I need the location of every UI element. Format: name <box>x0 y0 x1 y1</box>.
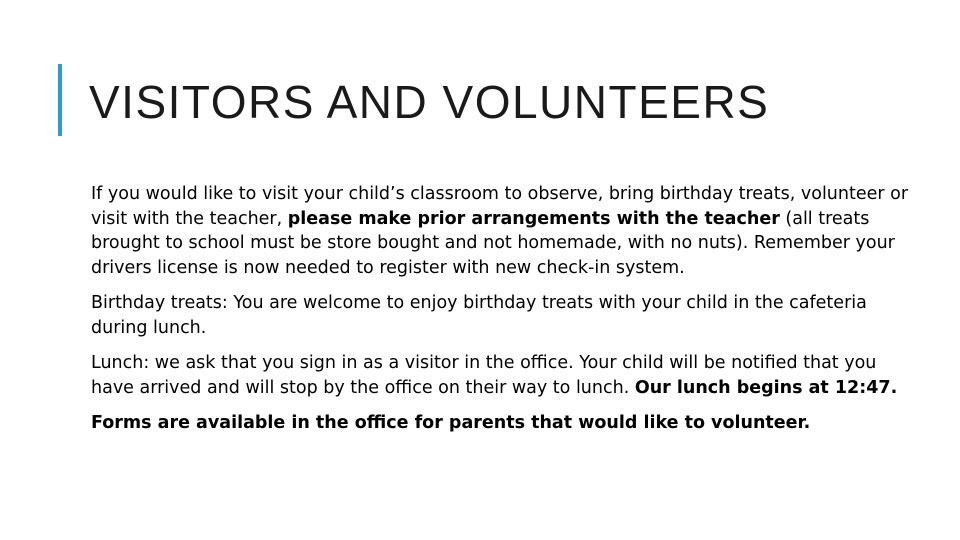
visit-policy-text: If you would like to visit your child’s classroom to observe, bring birthday treats, volunteer or visit with the teacher, <box>91 184 909 229</box>
paragraph-birthday-treats <box>91 291 911 340</box>
visit-policy-details: (all treats brought to school must be store bought and not homemade, with no nuts). Remember your drivers license is now needed to register with new check-in system. <box>91 208 895 278</box>
paragraph-lunch <box>91 351 911 400</box>
slide-body <box>91 182 911 447</box>
slide-title: VISITORS AND VOLUNTEERS <box>89 76 770 128</box>
paragraph-visit-policy <box>91 182 911 280</box>
paragraph-forms <box>91 411 911 436</box>
title-accent-bar <box>58 64 62 136</box>
lunch-text: Lunch: we ask that you sign in as a visitor in the office. Your child will be notified that you have arrived and will stop by the office on their way to lunch. <box>91 353 877 398</box>
forms-notice: Forms are available in the office for parents that would like to volunteer. <box>91 413 811 433</box>
birthday-treats-text: Birthday treats: You are welcome to enjoy birthday treats with your child in the cafeteria during lunch. <box>91 293 867 338</box>
visit-policy-emphasis: please make prior arrangements with the teacher <box>287 208 780 229</box>
lunch-time-emphasis: Our lunch begins at 12:47. <box>634 377 898 398</box>
